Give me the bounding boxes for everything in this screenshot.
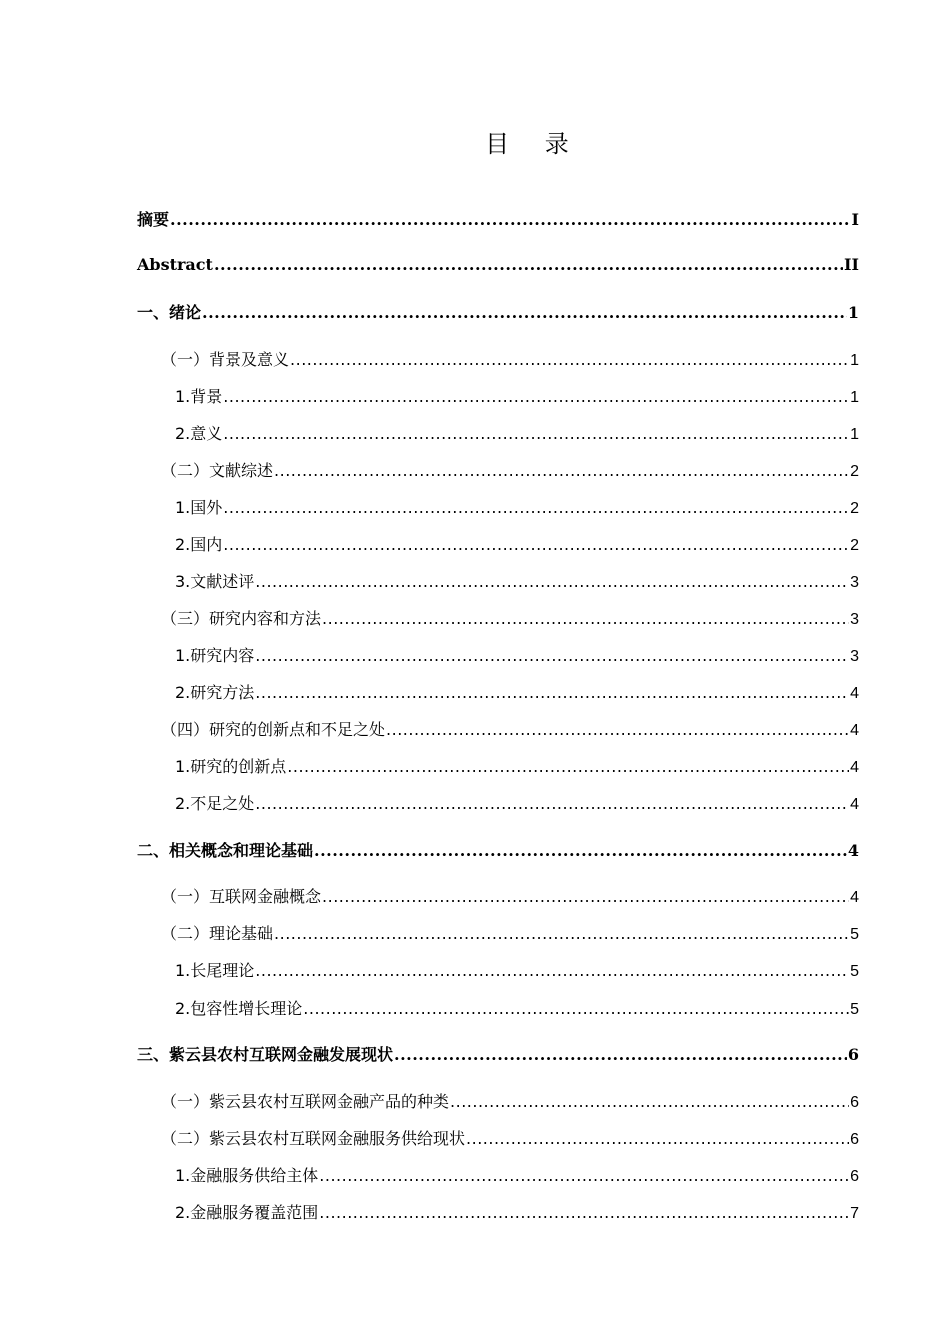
toc-leader-dots (214, 255, 843, 274)
toc-entry[interactable] (175, 569, 859, 592)
toc-entry[interactable] (175, 532, 859, 555)
toc-page-number: 4 (850, 889, 859, 906)
toc-entry[interactable] (161, 1126, 859, 1149)
toc-leader-dots (223, 424, 849, 443)
toc-entry-label: 1.长尾理论 (175, 961, 255, 980)
toc-leader-dots (394, 1045, 847, 1064)
toc-entry-label: （二）理论基础 (161, 924, 274, 943)
toc-entry-label: 2.意义 (175, 424, 223, 443)
toc-leader-dots (223, 387, 849, 406)
toc-entry-label: 一、绪论 (137, 303, 202, 322)
toc-entry-label: 2.研究方法 (175, 683, 255, 702)
toc-entry[interactable] (175, 421, 859, 444)
toc-leader-dots (322, 887, 849, 906)
toc-page-number: 3 (850, 648, 859, 665)
toc-page-number: 5 (850, 963, 859, 980)
toc-page-number: I (851, 210, 859, 229)
toc-entry[interactable] (175, 643, 859, 666)
toc-page-number: 6 (847, 1045, 859, 1064)
toc-entry-label: （四）研究的创新点和不足之处 (161, 720, 386, 739)
toc-entry[interactable] (161, 921, 859, 944)
toc-entry-label: 2.金融服务覆盖范围 (175, 1203, 319, 1222)
toc-entry-label: （一）背景及意义 (161, 350, 290, 369)
toc-entry[interactable] (137, 255, 859, 274)
toc-entry[interactable] (161, 458, 859, 481)
toc-page-number: 6 (850, 1131, 859, 1148)
toc-leader-dots (319, 1203, 849, 1222)
toc-entry-label: 1.研究内容 (175, 646, 255, 665)
toc-entry-label: 1.金融服务供给主体 (175, 1166, 319, 1185)
toc-leader-dots (386, 720, 849, 739)
toc-page-number: 2 (850, 463, 859, 480)
toc-page-number: 4 (850, 796, 859, 813)
toc-entry-label: 2.包容性增长理论 (175, 999, 303, 1018)
toc-entry-label: 3.文献述评 (175, 572, 255, 591)
toc-page-number: 1 (850, 389, 859, 406)
toc-entry[interactable] (175, 1200, 859, 1223)
toc-leader-dots (255, 961, 849, 980)
toc-page-number: 2 (850, 500, 859, 517)
toc-page-number: 4 (850, 685, 859, 702)
toc-entry[interactable] (175, 754, 859, 777)
toc-leader-dots (223, 535, 849, 554)
toc-entry-label: （一）互联网金融概念 (161, 887, 322, 906)
toc-leader-dots (255, 646, 849, 665)
toc-page-number: 3 (850, 574, 859, 591)
toc-entry-label: 三、紫云县农村互联网金融发展现状 (137, 1045, 394, 1064)
toc-entry[interactable] (175, 495, 859, 518)
toc-entry-label: 2.不足之处 (175, 794, 255, 813)
toc-entry[interactable] (161, 884, 859, 907)
toc-entry[interactable] (175, 384, 859, 407)
toc-page-number: 6 (850, 1168, 859, 1185)
toc-entry[interactable] (175, 958, 859, 981)
toc-leader-dots (290, 350, 849, 369)
toc-title: 目 录 (485, 130, 583, 158)
toc-entry[interactable] (161, 347, 859, 370)
toc-entry[interactable] (137, 207, 859, 230)
toc-entry[interactable] (175, 791, 859, 814)
toc-page-number: 1 (850, 352, 859, 369)
toc-leader-dots (287, 757, 849, 776)
toc-page-number: 5 (850, 926, 859, 943)
toc-page-number: 7 (850, 1205, 859, 1222)
toc-page-number: 4 (847, 841, 859, 860)
toc-entry[interactable] (161, 606, 859, 629)
toc-leader-dots (255, 794, 849, 813)
toc-page-number: 2 (850, 537, 859, 554)
toc-entry[interactable] (175, 1163, 859, 1186)
toc-entry[interactable] (137, 300, 859, 323)
toc-leader-dots (255, 572, 849, 591)
toc-entry[interactable] (137, 1042, 859, 1065)
toc-page-number: II (844, 255, 859, 274)
toc-page-number: 1 (847, 303, 859, 322)
toc-leader-dots (322, 609, 849, 628)
toc-leader-dots (314, 841, 847, 860)
toc-leader-dots (274, 924, 849, 943)
toc-entry-label: （一）紫云县农村互联网金融产品的种类 (161, 1092, 450, 1111)
toc-entry[interactable] (161, 1089, 859, 1112)
toc-entry[interactable] (175, 680, 859, 703)
toc-entry-label: 二、相关概念和理论基础 (137, 841, 314, 860)
toc-entry-label: 摘要 (137, 210, 170, 229)
toc-page-number: 4 (850, 759, 859, 776)
toc-entry-label: 1.背景 (175, 387, 223, 406)
toc-leader-dots (255, 683, 849, 702)
toc-entry-label: Abstract (137, 255, 213, 274)
toc-entry-label: （二）文献综述 (161, 461, 274, 480)
toc-entry-label: （二）紫云县农村互联网金融服务供给现状 (161, 1129, 466, 1148)
toc-leader-dots (223, 498, 849, 517)
toc-page-number: 3 (850, 611, 859, 628)
toc-page-number: 4 (850, 722, 859, 739)
toc-leader-dots (319, 1166, 849, 1185)
toc-entry[interactable] (161, 717, 859, 740)
toc-leader-dots (170, 210, 851, 229)
toc-entry-label: 1.国外 (175, 498, 223, 517)
toc-leader-dots (466, 1129, 849, 1148)
toc-leader-dots (450, 1092, 849, 1111)
toc-entry[interactable] (175, 996, 859, 1019)
toc-entry[interactable] (137, 838, 859, 861)
toc-leader-dots (303, 999, 849, 1018)
toc-leader-dots (202, 303, 847, 322)
toc-leader-dots (274, 461, 849, 480)
toc-page-number: 6 (850, 1094, 859, 1111)
toc-page-number: 5 (850, 1001, 859, 1018)
toc-entry-label: 2.国内 (175, 535, 223, 554)
toc-page-number: 1 (850, 426, 859, 443)
toc-entry-label: 1.研究的创新点 (175, 757, 287, 776)
toc-entry-label: （三）研究内容和方法 (161, 609, 322, 628)
